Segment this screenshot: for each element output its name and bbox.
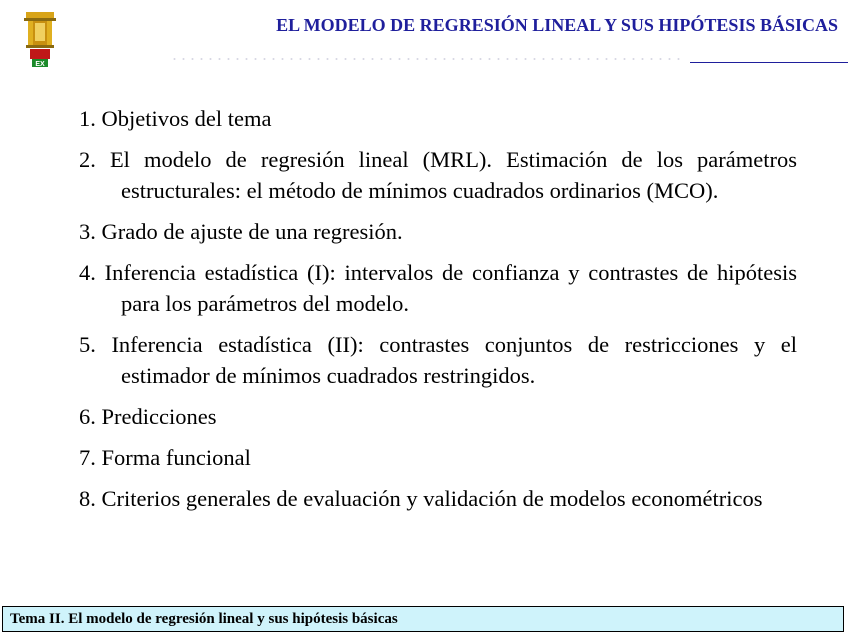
topic-item: 5. Inferencia estadística (II): contrastes conjuntos de restricciones y el estimador de mínimos cuadrados restringidos.: [79, 332, 797, 388]
page-title: EL MODELO DE REGRESIÓN LINEAL Y SUS HIPÓTESIS BÁSICAS: [276, 15, 838, 35]
topic-item: 8. Criterios generales de evaluación y validación de modelos econométricos: [79, 486, 763, 511]
topic-item: 4. Inferencia estadística (I): intervalos de confianza y contrastes de hipótesis para los parámetros del modelo.: [79, 260, 797, 316]
university-logo-icon: [22, 10, 58, 70]
footer-bar: [2, 606, 844, 632]
topic-item: 6. Predicciones: [79, 404, 217, 429]
topic-item: 7. Forma funcional: [79, 445, 251, 470]
header-dotted-line: [170, 58, 685, 60]
topic-item: 3. Grado de ajuste de una regresión.: [79, 219, 403, 244]
svg-text:EX: EX: [35, 61, 45, 68]
topic-item: 1. Objetivos del tema: [79, 106, 272, 131]
topic-list: [79, 103, 797, 524]
header-rule: [690, 62, 848, 63]
topic-item: 2. El modelo de regresión lineal (MRL). Estimación de los parámetros estructurales: el método de mínimos cuadrados ordinarios (MCO).: [79, 147, 797, 203]
footer-text: Tema II. El modelo de regresión lineal y sus hipótesis básicas: [10, 611, 398, 627]
